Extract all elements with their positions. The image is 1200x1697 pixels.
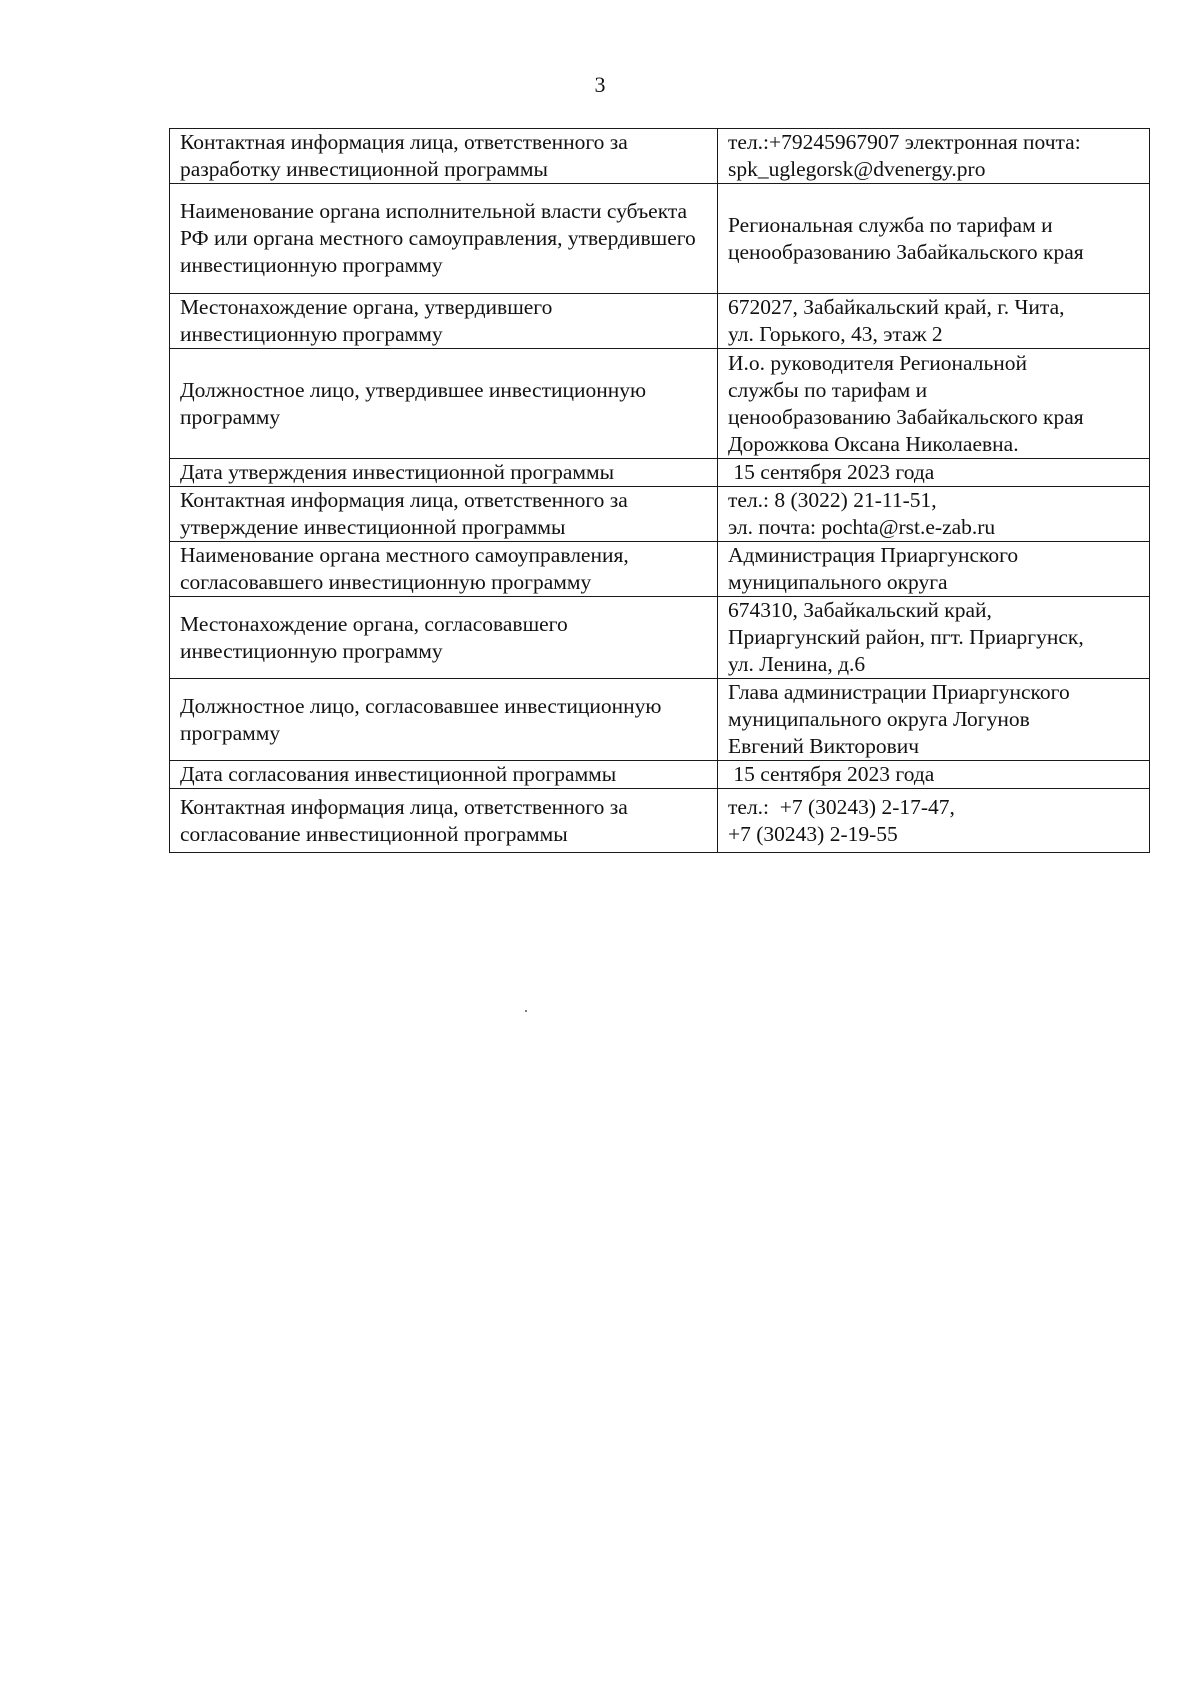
field-value-line: Глава администрации Приаргунского [728,680,1070,704]
field-label: Контактная информация лица, ответственного за утверждение инвестиционной программы [170,487,718,542]
field-value [718,679,1150,761]
field-label: Местонахождение органа, утвердившего инвестиционную программу [170,294,718,349]
field-label: Должностное лицо, утвердившее инвестиционную программу [170,349,718,459]
table-row [170,542,1150,597]
field-value-line: службы по тарифам и [728,377,928,402]
investment-program-info-table [169,128,1150,853]
field-value-line: +7 (30243) 2-19-55 [728,821,898,846]
field-value-line: Евгений Викторович [728,734,920,758]
table-row [170,459,1150,487]
table-body [170,129,1150,853]
field-value-line: ул. Ленина, д.6 [728,652,866,676]
table-row [170,349,1150,459]
table-row [170,487,1150,542]
field-value-line: ценообразованию Забайкальского края [728,239,1084,264]
field-value [718,294,1150,349]
field-value [718,129,1150,184]
field-label: Наименование органа местного самоуправления, согласовавшего инвестиционную программу [170,542,718,597]
field-label: Наименование органа исполнительной власти субъекта РФ или органа местного самоуправления, утвердившего инвестиционную программу [170,184,718,294]
scan-speck [525,1010,527,1012]
field-value-line: spk_uglegorsk@dvenergy.pro [728,157,986,181]
field-value-line: Дорожкова Оксана Николаевна. [728,431,1019,456]
field-label: Контактная информация лица, ответственного за согласование инвестиционной программы [170,789,718,853]
page-number: 3 [594,72,606,97]
field-value-line: муниципального округа Логунов [728,707,1030,731]
field-value-line: Приаргунский район, пгт. Приаргунск, [728,625,1084,649]
field-value-line: ул. Горького, 43, этаж 2 [728,322,943,346]
field-value-line: тел.: +7 (30243) 2-17-47, [728,794,955,819]
field-value-line: тел.:+79245967907 электронная почта: [728,130,1081,154]
table-row [170,129,1150,184]
table-row [170,294,1150,349]
field-value-line: эл. почта: pochta@rst.e-zab.ru [728,515,996,539]
field-value [718,459,1150,487]
field-value-line: 674310, Забайкальский край, [728,598,992,622]
field-value-line: И.о. руководителя Региональной [728,350,1028,375]
field-label: Контактная информация лица, ответственного за разработку инвестиционной программы [170,129,718,184]
field-value-line: муниципального округа [728,570,948,594]
field-value-line: тел.: 8 (3022) 21-11-51, [728,488,937,512]
table-row [170,679,1150,761]
field-value [718,184,1150,294]
field-value-line: ценообразованию Забайкальского края [728,404,1084,429]
field-label: Местонахождение органа, согласовавшего инвестиционную программу [170,597,718,679]
field-value-line: 672027, Забайкальский край, г. Чита, [728,295,1065,319]
field-value-line: Администрация Приаргунского [728,543,1019,567]
table-row [170,789,1150,853]
field-value-line: Региональная служба по тарифам и [728,212,1053,237]
field-value [718,789,1150,853]
field-value [718,349,1150,459]
field-label: Дата утверждения инвестиционной программы [170,459,718,487]
table-row [170,597,1150,679]
field-value-line: 15 сентября 2023 года [728,762,935,786]
field-value-line: 15 сентября 2023 года [728,460,935,484]
table-row [170,184,1150,294]
table-row [170,761,1150,789]
field-label: Должностное лицо, согласовавшее инвестиционную программу [170,679,718,761]
field-label: Дата согласования инвестиционной программы [170,761,718,789]
field-value [718,542,1150,597]
field-value [718,597,1150,679]
field-value [718,761,1150,789]
field-value [718,487,1150,542]
